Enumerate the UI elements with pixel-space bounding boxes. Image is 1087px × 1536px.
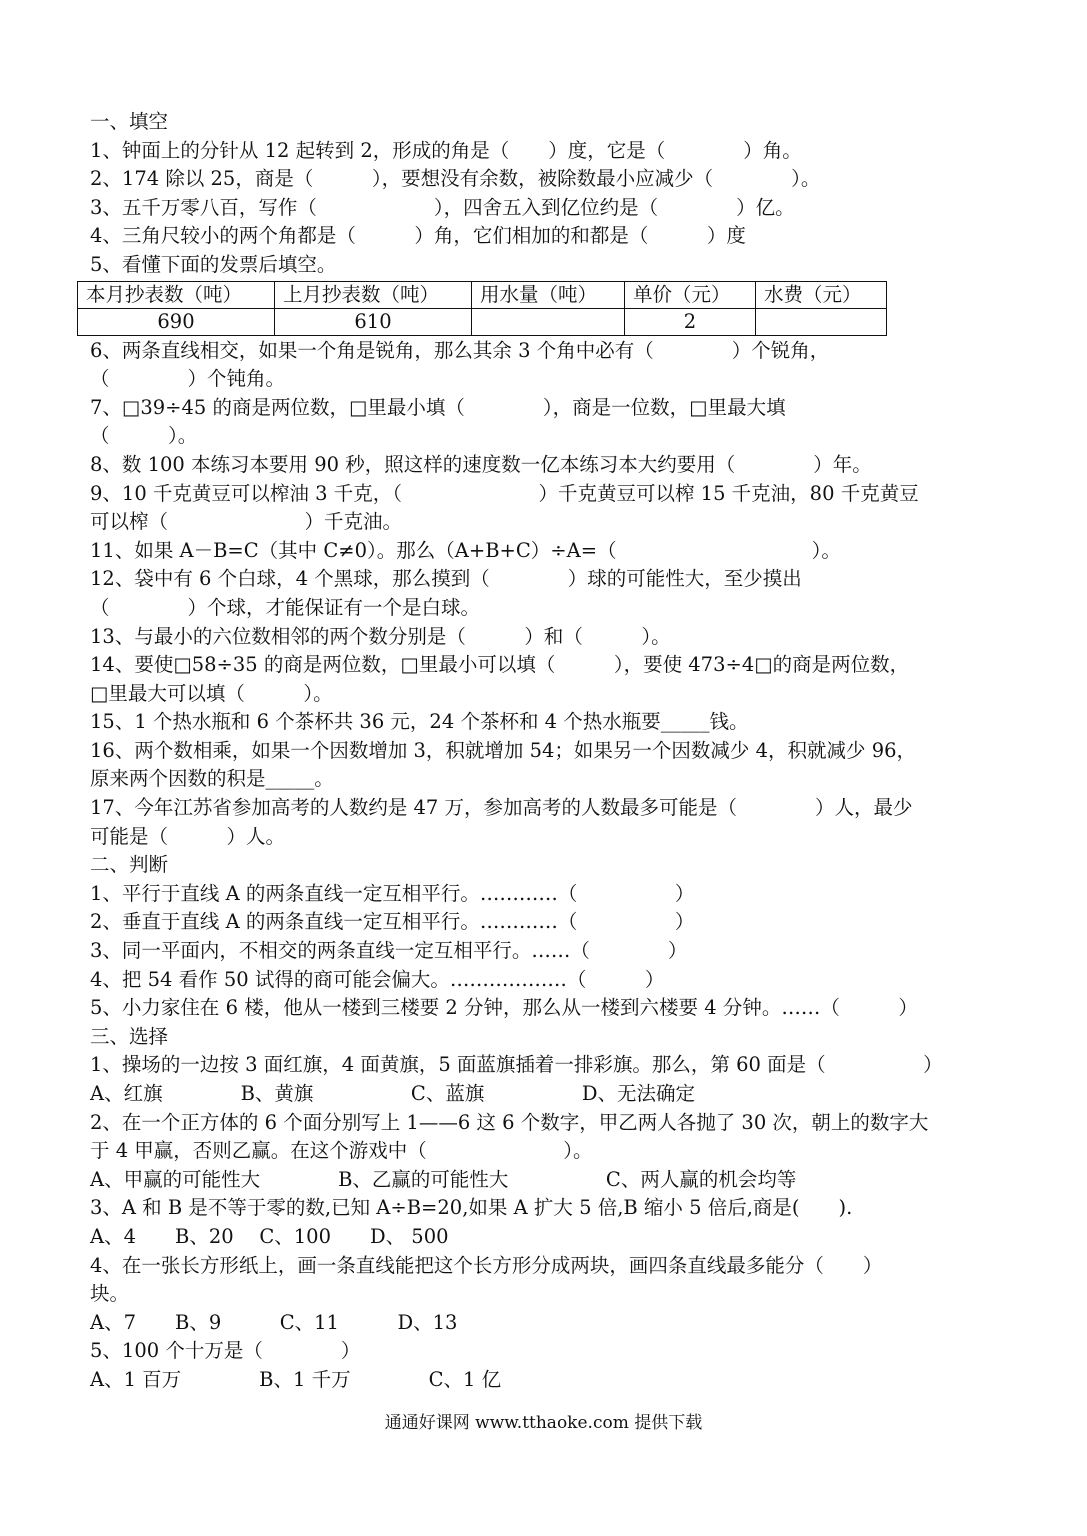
question-line: 2、在一个正方体的 6 个面分别写上 1——6 这 6 个数字，甲乙两人各抛了 30 次，朝上的数字大: [90, 1110, 929, 1134]
question-line: 13、与最小的六位数相邻的两个数分别是（ ）和（ ）。: [90, 624, 671, 648]
option-line: A、1 百万 B、1 千万 C、1 亿: [90, 1367, 502, 1391]
question-line: （ ）个球，才能保证有一个是白球。: [90, 595, 481, 619]
option-line: A、7 B、9 C、11 D、13: [90, 1310, 458, 1334]
section-heading-fill: 一、填空: [90, 110, 169, 133]
worksheet: [86, 108, 1010, 1395]
question-line: 4、三角尺较小的两个角都是（ ）角，它们相加的和都是（ ）度: [90, 224, 746, 248]
question-line: 4、把 54 看作 50 试得的商可能会偏大。………………（ ）: [90, 967, 665, 991]
fill-lines-after-table: [90, 337, 1010, 852]
fill-lines-before-table: [90, 137, 1010, 280]
question-line: 4、在一张长方形纸上，画一条直线能把这个长方形分成两块，画四条直线最多能分（ ）: [90, 1253, 883, 1277]
question-line: 11、如果 A－B=C（其中 C≠0）。那么（A+B+C）÷A=（ ）。: [90, 538, 841, 562]
invoice-header-cell: 上月抄表数（吨）: [275, 281, 472, 308]
question-line: 块。: [90, 1282, 130, 1306]
invoice-header-row: [78, 281, 887, 308]
option-line: A、甲赢的可能性大 B、乙赢的可能性大 C、两人赢的机会均等: [90, 1167, 797, 1191]
question-line: 6、两条直线相交，如果一个角是锐角，那么其余 3 个角中必有（ ）个锐角，: [90, 338, 830, 362]
question-line: 7、□39÷45 的商是两位数，□里最小填（ ），商是一位数，□里最大填: [90, 395, 786, 419]
question-line: 2、垂直于直线 A 的两条直线一定互相平行。…………（ ）: [90, 910, 695, 934]
question-line: 9、10 千克黄豆可以榨油 3 千克，（ ）千克黄豆可以榨 15 千克油，80 千克黄豆: [90, 481, 919, 505]
section-heading-choose: 三、选择: [90, 1024, 169, 1048]
invoice-value-row: [78, 308, 887, 335]
page-footer: 通通好课网 www.tthaoke.com 提供下载: [384, 1413, 703, 1433]
invoice-header-cell: 本月抄表数（吨）: [78, 281, 275, 308]
question-line: 16、两个数相乘，如果一个因数增加 3，积就增加 54；如果另一个因数减少 4，积就减少 96，: [90, 738, 917, 762]
invoice-value-cell: [472, 308, 625, 335]
question-line: 12、袋中有 6 个白球，4 个黑球，那么摸到（ ）球的可能性大，至少摸出: [90, 567, 802, 591]
question-line: 于 4 甲赢，否则乙赢。在这个游戏中（ ）。: [90, 1139, 593, 1163]
invoice-value-cell: 610: [275, 308, 472, 335]
question-line: 2、174 除以 25，商是（ ），要想没有余数，被除数最小应减少（ ）。: [90, 167, 821, 191]
invoice-value-cell: [756, 308, 887, 335]
question-line: 1、操场的一边按 3 面红旗，4 面黄旗，5 面蓝旗插着一排彩旗。那么，第 60 面是（ ）: [90, 1053, 943, 1077]
question-line: 5、100 个十万是（ ）: [90, 1339, 361, 1363]
question-line: 14、要使□58÷35 的商是两位数，□里最小可以填（ ），要使 473÷4□的商是两位数，: [90, 653, 910, 677]
question-line: 15、1 个热水瓶和 6 个茶杯共 36 元，24 个茶杯和 4 个热水瓶要_____钱。: [90, 710, 749, 734]
question-line: 原来两个因数的积是_____。: [90, 767, 334, 791]
section-heading-judge: 二、判断: [90, 853, 169, 877]
invoice-value-cell: 690: [78, 308, 275, 335]
question-line: （ ）。: [90, 424, 198, 448]
question-line: 3、A 和 B 是不等于零的数,已知 A÷B=20,如果 A 扩大 5 倍,B 缩小 5 倍后,商是( ).: [90, 1196, 853, 1220]
question-line: 5、看懂下面的发票后填空。: [90, 252, 337, 276]
option-line: A、4 B、20 C、100 D、 500: [90, 1224, 449, 1248]
invoice-header-cell: 水费（元）: [756, 281, 887, 308]
judge-lines: [90, 880, 1010, 1023]
question-line: □里最大可以填（ ）。: [90, 681, 333, 705]
invoice-header-cell: 用水量（吨）: [472, 281, 625, 308]
question-line: 1、平行于直线 A 的两条直线一定互相平行。…………（ ）: [90, 881, 695, 905]
question-line: 可以榨（ ）千克油。: [90, 510, 403, 534]
option-line: A、红旗 B、黄旗 C、蓝旗 D、无法确定: [90, 1082, 695, 1105]
invoice-table: [77, 281, 887, 336]
question-line: 3、同一平面内，不相交的两条直线一定互相平行。……（ ）: [90, 939, 688, 963]
question-line: （ ）个钝角。: [90, 367, 286, 391]
invoice-value-cell: 2: [625, 308, 756, 335]
question-line: 3、五千万零八百，写作（ ），四舍五入到亿位约是（ ）亿。: [90, 195, 795, 219]
question-line: 5、小力家住在 6 楼，他从一楼到三楼要 2 分钟，那么从一楼到六楼要 4 分钟。……（ ）: [90, 996, 918, 1020]
question-line: 8、数 100 本练习本要用 90 秒，照这样的速度数一亿本练习本大约要用（ ）年。: [90, 452, 872, 476]
question-line: 1、钟面上的分针从 12 起转到 2，形成的角是（ ）度，它是（ ）角。: [90, 138, 802, 162]
invoice-header-cell: 单价（元）: [625, 281, 756, 308]
choose-lines: [90, 1051, 1010, 1394]
question-line: 17、今年江苏省参加高考的人数约是 47 万，参加高考的人数最多可能是（ ）人，最少: [90, 796, 913, 820]
question-line: 可能是（ ）人。: [90, 824, 286, 848]
